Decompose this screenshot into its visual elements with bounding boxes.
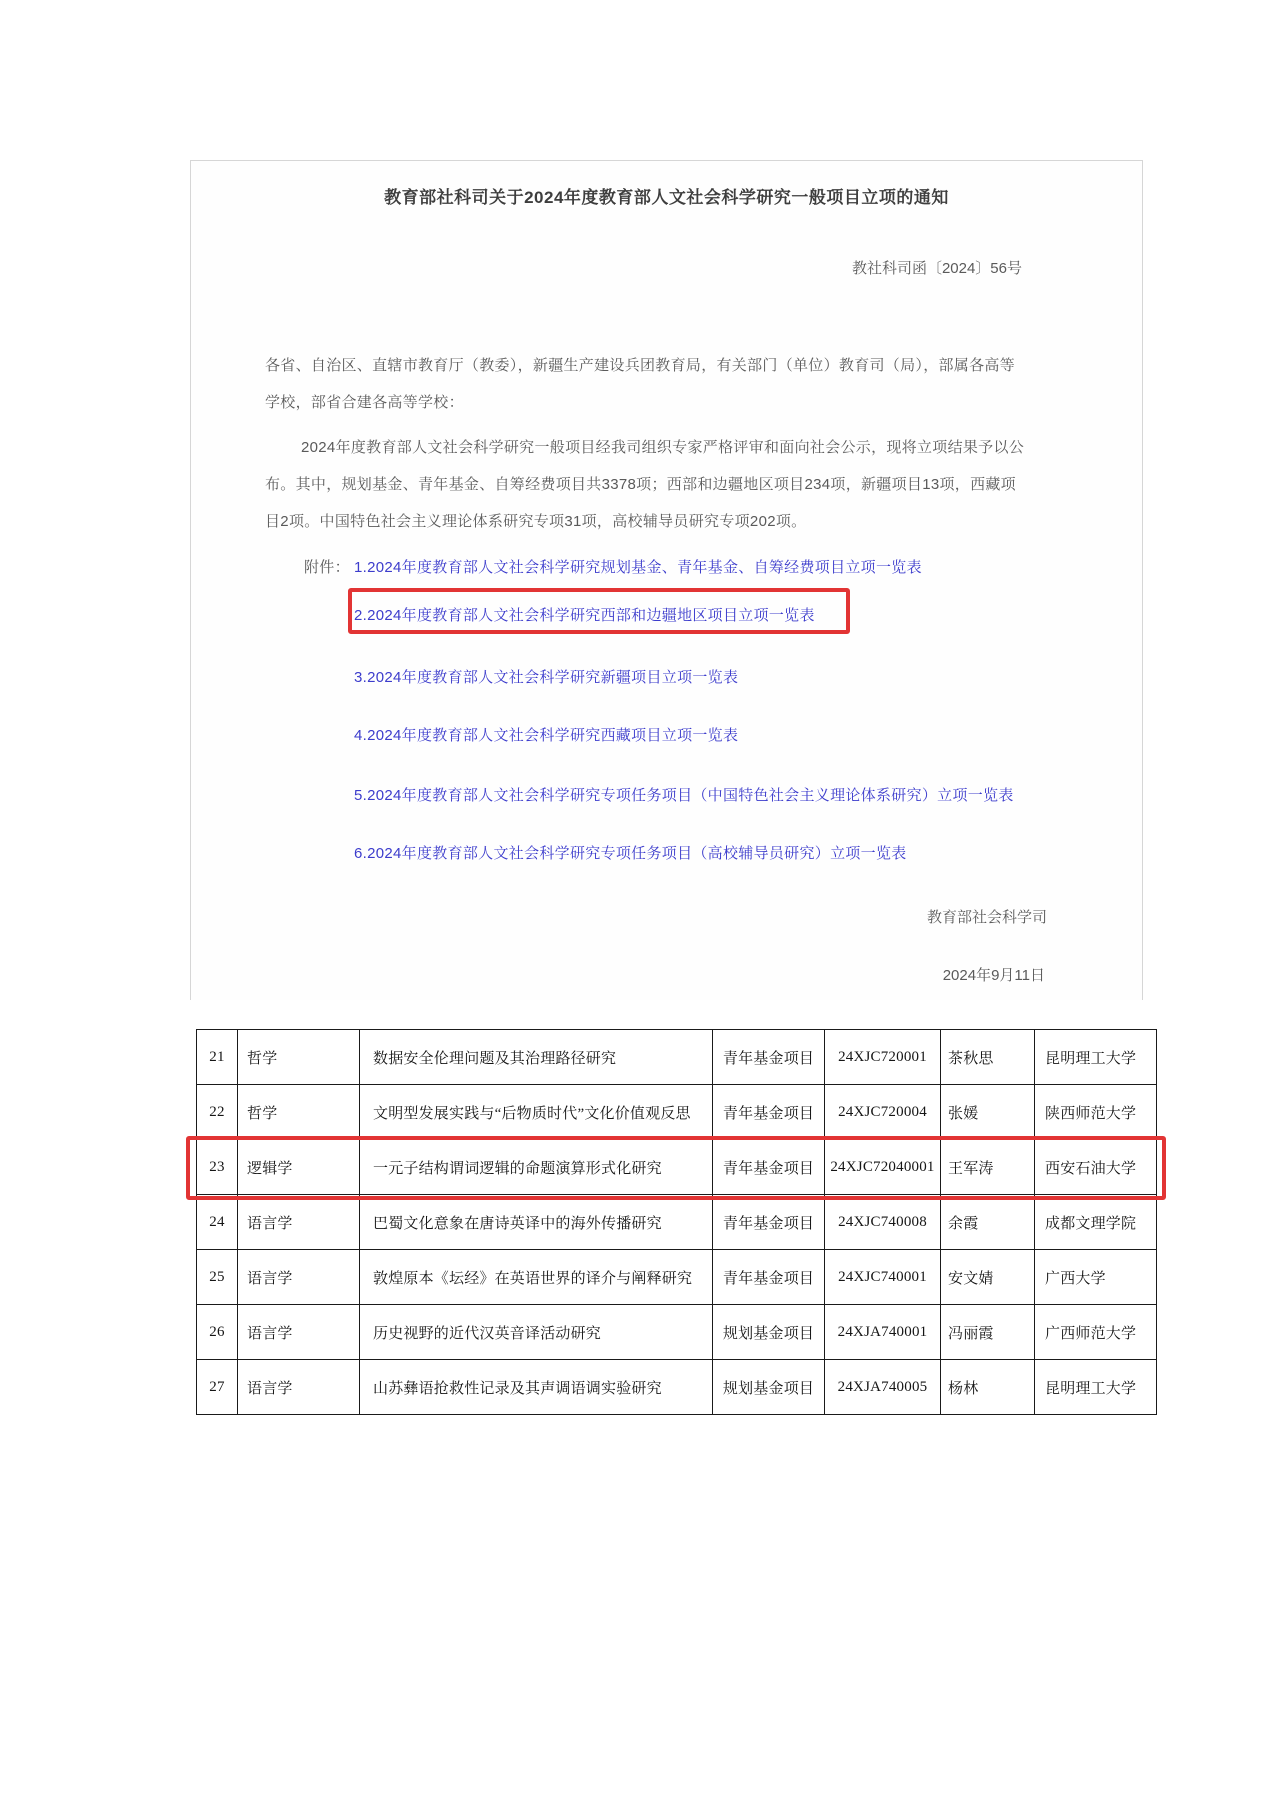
cell-title: 文明型发展实践与“后物质时代”文化价值观反思 bbox=[360, 1085, 713, 1140]
attachment-link-6[interactable]: 6.2024年度教育部人文社会科学研究专项任务项目（高校辅导员研究）立项一览表 bbox=[354, 845, 907, 862]
cell-title: 山苏彝语抢救性记录及其声调语调实验研究 bbox=[360, 1360, 713, 1415]
cell-category: 青年基金项目 bbox=[713, 1085, 825, 1140]
cell-institution: 昆明理工大学 bbox=[1035, 1360, 1157, 1415]
cell-category: 规划基金项目 bbox=[713, 1360, 825, 1415]
document-date: 2024年9月11日 bbox=[942, 967, 1045, 984]
cell-no: 21 bbox=[197, 1030, 238, 1085]
attachment-link-5[interactable]: 5.2024年度教育部人文社会科学研究专项任务项目（中国特色社会主义理论体系研究）立项一览表 bbox=[354, 787, 1014, 804]
addressee-paragraph bbox=[265, 347, 1015, 421]
body-line: 目2项。中国特色社会主义理论体系研究专项31项，高校辅导员研究专项202项。 bbox=[265, 513, 807, 530]
table-row bbox=[197, 1195, 1157, 1250]
notice-document bbox=[190, 160, 1143, 1000]
cell-title: 敦煌原本《坛经》在英语世界的译介与阐释研究 bbox=[360, 1250, 713, 1305]
cell-category: 青年基金项目 bbox=[713, 1195, 825, 1250]
projects-table bbox=[196, 1029, 1157, 1415]
cell-discipline: 语言学 bbox=[238, 1360, 360, 1415]
cell-discipline: 哲学 bbox=[238, 1030, 360, 1085]
body-line: 布。其中，规划基金、青年基金、自筹经费项目共3378项；西部和边疆地区项目234项，新疆项目13项，西藏项 bbox=[265, 476, 1016, 493]
cell-discipline: 哲学 bbox=[238, 1085, 360, 1140]
cell-project-id: 24XJC72040001 bbox=[825, 1140, 941, 1195]
cell-project-id: 24XJC740001 bbox=[825, 1250, 941, 1305]
attachment-link-3[interactable]: 3.2024年度教育部人文社会科学研究新疆项目立项一览表 bbox=[354, 669, 739, 686]
cell-project-id: 24XJA740001 bbox=[825, 1305, 941, 1360]
cell-no: 22 bbox=[197, 1085, 238, 1140]
cell-institution: 昆明理工大学 bbox=[1035, 1030, 1157, 1085]
cell-leader: 余霞 bbox=[941, 1195, 1035, 1250]
cell-institution: 陕西师范大学 bbox=[1035, 1085, 1157, 1140]
cell-institution: 广西大学 bbox=[1035, 1250, 1157, 1305]
cell-institution: 成都文理学院 bbox=[1035, 1195, 1157, 1250]
attachment-link-1[interactable]: 1.2024年度教育部人文社会科学研究规划基金、青年基金、自筹经费项目立项一览表 bbox=[354, 559, 922, 576]
cell-project-id: 24XJC720004 bbox=[825, 1085, 941, 1140]
cell-discipline: 语言学 bbox=[238, 1250, 360, 1305]
cell-institution: 广西师范大学 bbox=[1035, 1305, 1157, 1360]
body-paragraph bbox=[265, 429, 1024, 540]
cell-no: 24 bbox=[197, 1195, 238, 1250]
cell-discipline: 语言学 bbox=[238, 1305, 360, 1360]
table-row bbox=[197, 1250, 1157, 1305]
attachment-link-4[interactable]: 4.2024年度教育部人文社会科学研究西藏项目立项一览表 bbox=[354, 727, 739, 744]
page-title: 教育部社科司关于2024年度教育部人文社会科学研究一般项目立项的通知 bbox=[384, 188, 949, 207]
cell-leader: 杨林 bbox=[941, 1360, 1035, 1415]
cell-category: 青年基金项目 bbox=[713, 1250, 825, 1305]
cell-no: 23 bbox=[197, 1140, 238, 1195]
cell-category: 青年基金项目 bbox=[713, 1140, 825, 1195]
cell-project-id: 24XJC740008 bbox=[825, 1195, 941, 1250]
cell-leader: 安文婧 bbox=[941, 1250, 1035, 1305]
cell-category: 规划基金项目 bbox=[713, 1305, 825, 1360]
cell-no: 25 bbox=[197, 1250, 238, 1305]
table-row bbox=[197, 1030, 1157, 1085]
cell-leader: 茶秋思 bbox=[941, 1030, 1035, 1085]
cell-category: 青年基金项目 bbox=[713, 1030, 825, 1085]
addressee-line: 各省、自治区、直辖市教育厅（教委），新疆生产建设兵团教育局，有关部门（单位）教育司（局），部属各高等 bbox=[265, 357, 1016, 374]
cell-title: 一元子结构谓词逻辑的命题演算形式化研究 bbox=[360, 1140, 713, 1195]
cell-project-id: 24XJC720001 bbox=[825, 1030, 941, 1085]
addressee-line: 学校，部省合建各高等学校： bbox=[265, 394, 464, 411]
cell-title: 历史视野的近代汉英音译活动研究 bbox=[360, 1305, 713, 1360]
cell-leader: 王军涛 bbox=[941, 1140, 1035, 1195]
cell-title: 数据安全伦理问题及其治理路径研究 bbox=[360, 1030, 713, 1085]
table-row bbox=[197, 1360, 1157, 1415]
cell-no: 26 bbox=[197, 1305, 238, 1360]
cell-institution: 西安石油大学 bbox=[1035, 1140, 1157, 1195]
cell-project-id: 24XJA740005 bbox=[825, 1360, 941, 1415]
document-number: 教社科司函〔2024〕56号 bbox=[851, 260, 1022, 277]
cell-title: 巴蜀文化意象在唐诗英译中的海外传播研究 bbox=[360, 1195, 713, 1250]
cell-discipline: 语言学 bbox=[238, 1195, 360, 1250]
cell-discipline: 逻辑学 bbox=[238, 1140, 360, 1195]
attachments-label: 附件： bbox=[304, 559, 350, 576]
attachment-link-2-highlighted[interactable]: 2.2024年度教育部人文社会科学研究西部和边疆地区项目立项一览表 bbox=[354, 607, 815, 624]
cell-leader: 张媛 bbox=[941, 1085, 1035, 1140]
table-row-highlighted bbox=[197, 1140, 1157, 1195]
table-row bbox=[197, 1305, 1157, 1360]
body-line: 2024年度教育部人文社会科学研究一般项目经我司组织专家严格评审和面向社会公示，现将立项结果予以公 bbox=[301, 439, 1025, 456]
cell-leader: 冯丽霞 bbox=[941, 1305, 1035, 1360]
signer: 教育部社会科学司 bbox=[926, 909, 1047, 926]
cell-no: 27 bbox=[197, 1360, 238, 1415]
table-row bbox=[197, 1085, 1157, 1140]
